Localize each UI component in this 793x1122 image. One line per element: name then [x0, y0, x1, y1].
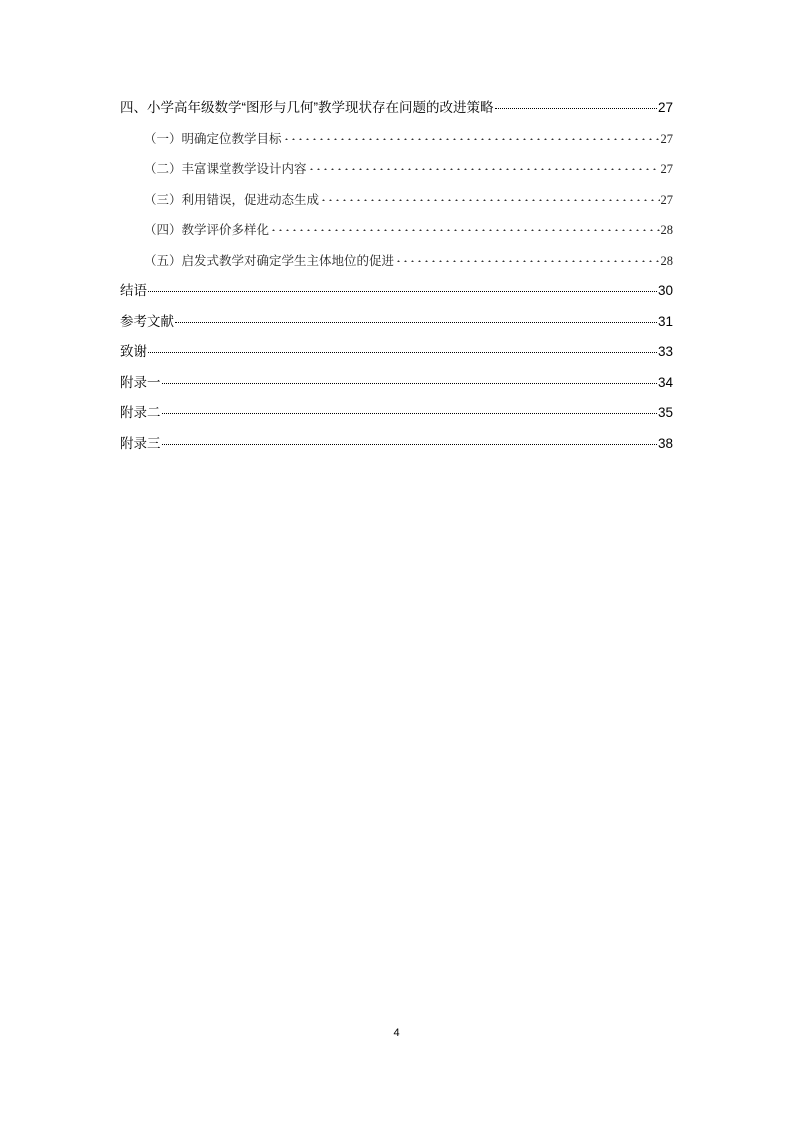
toc-entry-title: （三）利用错误，促进动态生成 [144, 192, 320, 207]
toc-entry-title: 附录二 [120, 405, 161, 420]
toc-entry-page: 27 [657, 100, 673, 115]
toc-entry-title: 附录三 [120, 435, 161, 451]
toc-entry-page: 38 [657, 435, 673, 451]
toc-entry-title: （五）启发式教学对确定学生主体地位的促进 [144, 253, 395, 268]
toc-entry-page: 27 [660, 131, 673, 146]
toc-entry[interactable] [120, 190, 673, 221]
toc-entry-page: 28 [660, 223, 673, 237]
toc-entry[interactable] [120, 373, 673, 404]
toc-entry-page: 30 [657, 283, 673, 298]
toc-entry-page: 27 [660, 192, 673, 207]
toc-entry[interactable] [120, 312, 673, 343]
toc-leader-dots [395, 252, 659, 262]
toc-entry-title: 参考文献 [120, 313, 174, 329]
toc-leader-dots [175, 312, 657, 323]
toc-entry-title: 四、小学高年级数学“图形与几何”教学现状存在问题的改进策略 [120, 100, 494, 115]
toc-entry[interactable] [120, 251, 673, 282]
toc-entry-title: 致谢 [120, 344, 147, 359]
toc-entry-page: 33 [657, 344, 673, 359]
toc-entry-page: 27 [660, 162, 673, 176]
toc-leader-dots [148, 281, 657, 292]
toc-entry-title: （四）教学评价多样化 [144, 223, 270, 237]
toc-entry-page: 34 [657, 374, 673, 390]
toc-leader-dots [320, 191, 659, 201]
toc-entry-title: 附录一 [120, 374, 161, 390]
toc-leader-dots [495, 98, 657, 109]
table-of-contents [120, 98, 673, 464]
toc-leader-dots [283, 130, 660, 140]
toc-entry[interactable] [120, 98, 673, 129]
toc-entry-title: （一）明确定位教学目标 [144, 131, 282, 146]
toc-entry-page: 35 [657, 405, 673, 420]
toc-leader-dots [162, 434, 657, 445]
toc-entry[interactable] [120, 129, 673, 160]
page-number: 4 [393, 1027, 400, 1039]
toc-entry[interactable] [120, 220, 673, 251]
toc-entry[interactable] [120, 403, 673, 434]
toc-entry-page: 28 [660, 253, 673, 268]
toc-entry[interactable] [120, 434, 673, 465]
toc-leader-dots [308, 160, 660, 170]
toc-leader-dots [148, 342, 657, 353]
toc-entry-page: 31 [657, 313, 673, 329]
toc-entry[interactable] [120, 281, 673, 312]
toc-entry-title: 结语 [120, 283, 147, 298]
toc-entry[interactable] [120, 342, 673, 373]
toc-entry[interactable] [120, 159, 673, 190]
toc-leader-dots [162, 403, 657, 414]
toc-leader-dots [162, 373, 657, 384]
toc-entry-title: （二）丰富课堂教学设计内容 [144, 162, 307, 176]
toc-leader-dots [270, 221, 659, 231]
